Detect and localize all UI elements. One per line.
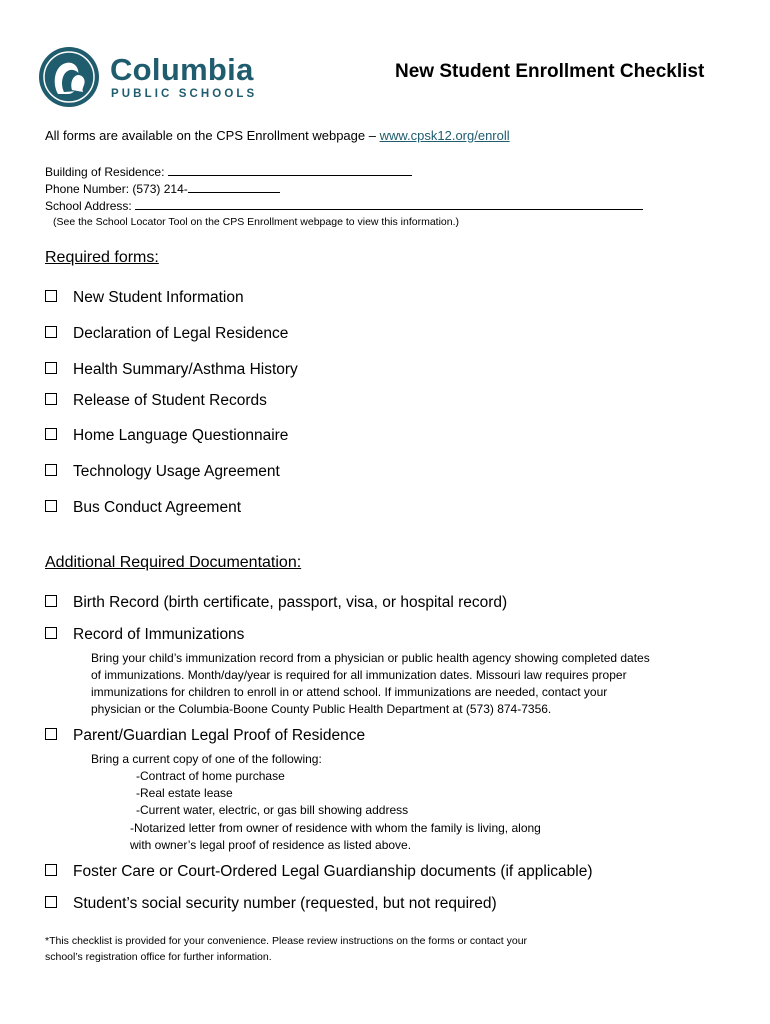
- phone-blank[interactable]: [188, 181, 280, 193]
- checklist-item: [45, 863, 593, 881]
- checklist-item: [45, 427, 288, 445]
- item-label: Home Language Questionnaire: [73, 427, 289, 444]
- locator-note: (See the School Locator Tool on the CPS Enrollment webpage to view this information.): [53, 216, 460, 228]
- enroll-link[interactable]: www.cpsk12.org/enroll: [379, 128, 510, 143]
- building-blank[interactable]: [168, 164, 412, 176]
- residence-option: -Current water, electric, or gas bill showing address: [136, 803, 409, 817]
- checkbox[interactable]: [45, 728, 57, 740]
- footer-line: school’s registration office for further information.: [45, 951, 272, 963]
- building-field: [45, 164, 412, 179]
- item-label: Health Summary/Asthma History: [73, 361, 298, 378]
- residence-option: -Contract of home purchase: [136, 769, 285, 783]
- intro-line: [45, 128, 510, 143]
- checkbox[interactable]: [45, 595, 57, 607]
- paragraph-line: with owner’s legal proof of residence as listed above.: [130, 838, 412, 852]
- paragraph-line: Bring your child’s immunization record from a physician or public health agency showing completed dates: [91, 651, 650, 665]
- checklist-item: [45, 594, 507, 612]
- checkbox[interactable]: [45, 864, 57, 876]
- item-label: New Student Information: [73, 289, 244, 306]
- item-label: Record of Immunizations: [73, 626, 245, 643]
- residence-options: [136, 768, 408, 819]
- notarized-option: [130, 820, 541, 854]
- phone-field: [45, 181, 280, 196]
- checklist-item: [45, 325, 288, 343]
- footer-note: [45, 933, 527, 965]
- item-label: Technology Usage Agreement: [73, 463, 280, 480]
- checkbox[interactable]: [45, 393, 57, 405]
- checklist-item: [45, 289, 244, 307]
- residence-intro: Bring a current copy of one of the following:: [91, 752, 322, 766]
- document-title: New Student Enrollment Checklist: [395, 61, 705, 82]
- address-blank[interactable]: [135, 198, 643, 210]
- checkbox[interactable]: [45, 627, 57, 639]
- phone-label: Phone Number: (573) 214-: [45, 182, 188, 196]
- checkbox[interactable]: [45, 326, 57, 338]
- checklist-item: [45, 727, 365, 745]
- checkbox[interactable]: [45, 290, 57, 302]
- checklist-item: [45, 895, 497, 913]
- immunization-details: [91, 650, 650, 718]
- checklist-item: [45, 392, 267, 410]
- checklist-item: [45, 463, 280, 481]
- item-label: Bus Conduct Agreement: [73, 499, 242, 516]
- intro-text: All forms are available on the CPS Enrollment webpage –: [45, 128, 380, 143]
- building-label: Building of Residence:: [45, 165, 165, 179]
- additional-docs-heading: Additional Required Documentation:: [45, 554, 302, 571]
- item-label: Birth Record (birth certificate, passport, visa, or hospital record): [73, 594, 508, 611]
- checklist-item: [45, 626, 244, 644]
- logo-wordmark: Columbia: [110, 52, 254, 87]
- required-forms-heading: Required forms:: [45, 249, 159, 266]
- checkbox[interactable]: [45, 464, 57, 476]
- checklist-item: [45, 499, 241, 517]
- paragraph-line: of immunizations. Month/day/year is required for all immunization dates. Missouri law requires proper: [91, 668, 627, 682]
- paragraph-line: immunizations for children to enroll in or attend school. If immunizations are needed, contact your: [91, 685, 608, 699]
- checkbox[interactable]: [45, 428, 57, 440]
- item-label: Foster Care or Court-Ordered Legal Guardianship documents (if applicable): [73, 863, 593, 880]
- item-label: Student’s social security number (requested, but not required): [73, 895, 497, 912]
- item-label: Declaration of Legal Residence: [73, 325, 289, 342]
- residence-option: -Real estate lease: [136, 786, 233, 800]
- address-field: [45, 198, 643, 213]
- checkbox[interactable]: [45, 362, 57, 374]
- address-label: School Address:: [45, 199, 132, 213]
- checkbox[interactable]: [45, 896, 57, 908]
- checkbox[interactable]: [45, 500, 57, 512]
- item-label: Release of Student Records: [73, 392, 267, 409]
- paragraph-line: -Notarized letter from owner of residence with whom the family is living, along: [130, 821, 541, 835]
- footer-line: *This checklist is provided for your convenience. Please review instructions on the forms or contact your: [45, 935, 528, 947]
- logo-subtitle: PUBLIC SCHOOLS: [111, 88, 258, 100]
- item-label: Parent/Guardian Legal Proof of Residence: [73, 727, 366, 744]
- paragraph-line: physician or the Columbia-Boone County Public Health Department at (573) 874-7356.: [91, 702, 552, 716]
- checklist-item: [45, 361, 298, 379]
